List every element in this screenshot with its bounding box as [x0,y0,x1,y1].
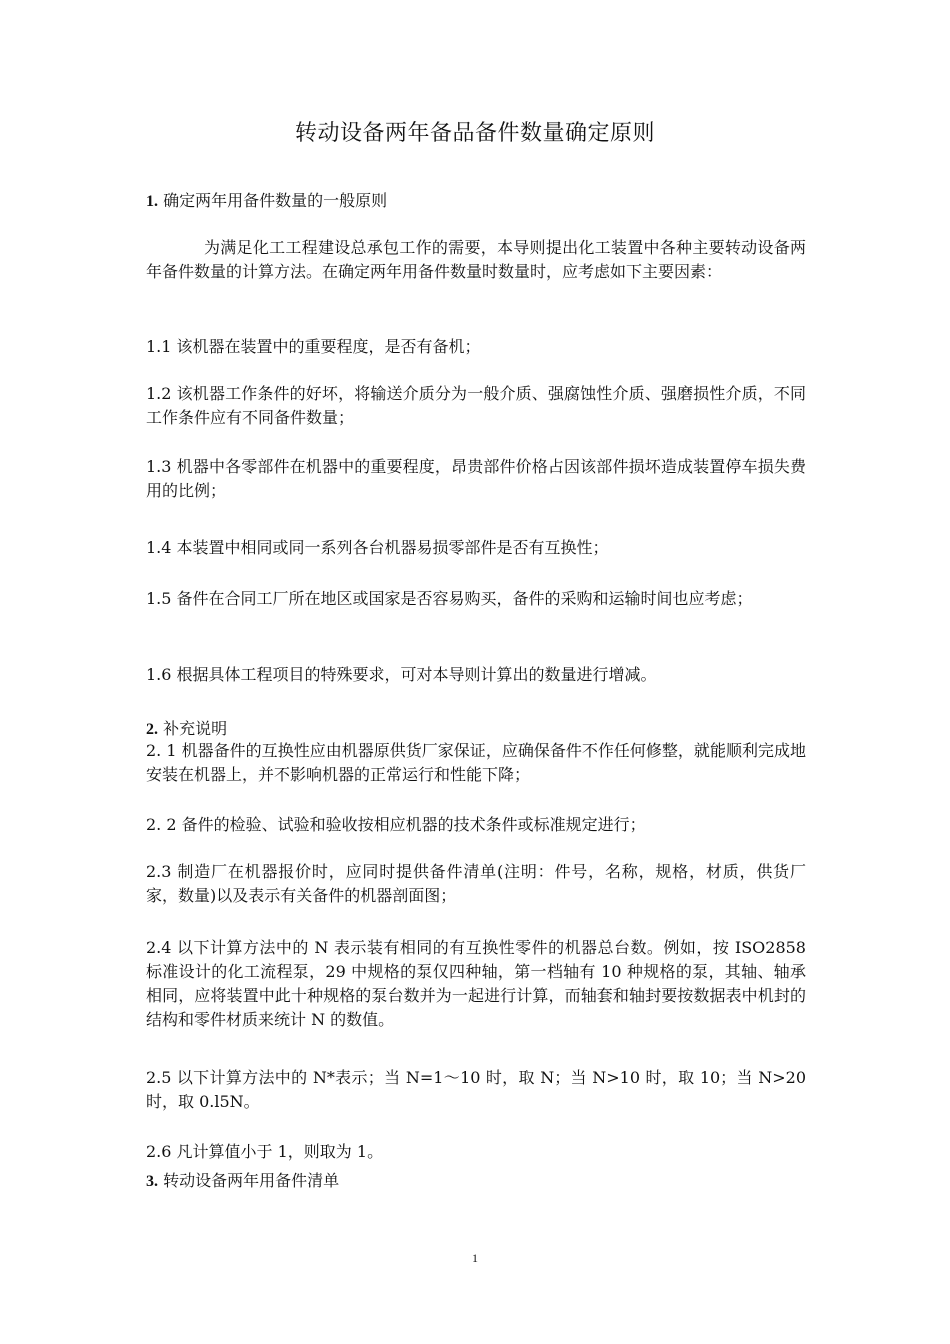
item-1-5: 1.5 备件在合同工厂所在地区或国家是否容易购买，备件的采购和运输时间也应考虑； [146,589,753,608]
document-title: 转动设备两年备品备件数量确定原则 [294,121,655,146]
section-2-title: 补充说明 [163,719,228,738]
section-1-heading [146,188,387,211]
section-2-heading [146,716,227,739]
item-2-3: 2.3 制造厂在机器报价时，应同时提供备件清单(注明：件号，名称，规格，材质，供货厂家，数量)以及表示有关备件的机器剖面图； [146,862,806,905]
item-1-1: 1.1 该机器在装置中的重要程度，是否有备机； [146,337,481,356]
item-1-2: 1.2 该机器工作条件的好坏，将输送介质分为一般介质、强腐蚀性介质、强磨损性介质，不同工作条件应有不同备件数量； [146,384,806,427]
item-1-4: 1.4 本装置中相同或同一系列各台机器易损零部件是否有互换性； [146,538,609,557]
item-2-2: 2. 2 备件的检验、试验和验收按相应机器的技术条件或标准规定进行； [146,815,646,834]
section-1-number: 1. [146,193,158,210]
section-1-title: 确定两年用备件数量的一般原则 [163,191,388,210]
section-3-title: 转动设备两年用备件清单 [163,1171,340,1190]
item-2-1: 2. 1 机器备件的互换性应由机器原供货厂家保证，应确保备件不作任何修整，就能顺利完成地安装在机器上，并不影响机器的正常运行和性能下降； [146,741,806,784]
page-number: 1 [472,1251,478,1265]
item-2-4: 2.4 以下计算方法中的 N 表示装有相同的有互换性零件的机器总台数。例如，按 ISO2858 标准设计的化工流程泵，29 中规格的泵仅四种轴，第一档轴有 10 种规格的泵，其轴、轴承相同，应将装置中此十种规格的泵台数并为一起进行计算，而轴套和轴封要按数据表中机封的结构和零件材质来统计 N 的数值。 [146,938,806,1029]
item-1-3: 1.3 机器中各零部件在机器中的重要程度，昂贵部件价格占因该部件损坏造成装置停车损失费用的比例； [146,457,806,500]
section-1-intro: 为满足化工工程建设总承包工作的需要，本导则提出化工装置中各种主要转动设备两年备件数量的计算方法。在确定两年用备件数量时数量时，应考虑如下主要因素： [146,238,806,281]
section-2-number: 2. [146,721,158,738]
item-2-5: 2.5 以下计算方法中的 N*表示；当 N=1～10 时，取 N；当 N>10 时，取 10；当 N>20 时，取 0.l5N。 [146,1068,806,1111]
item-2-6: 2.6 凡计算值小于 1，则取为 1。 [146,1142,384,1161]
item-1-6: 1.6 根据具体工程项目的特殊要求，可对本导则计算出的数量进行增减。 [146,665,657,684]
section-3-number: 3. [146,1173,158,1190]
section-3-heading [146,1168,339,1191]
